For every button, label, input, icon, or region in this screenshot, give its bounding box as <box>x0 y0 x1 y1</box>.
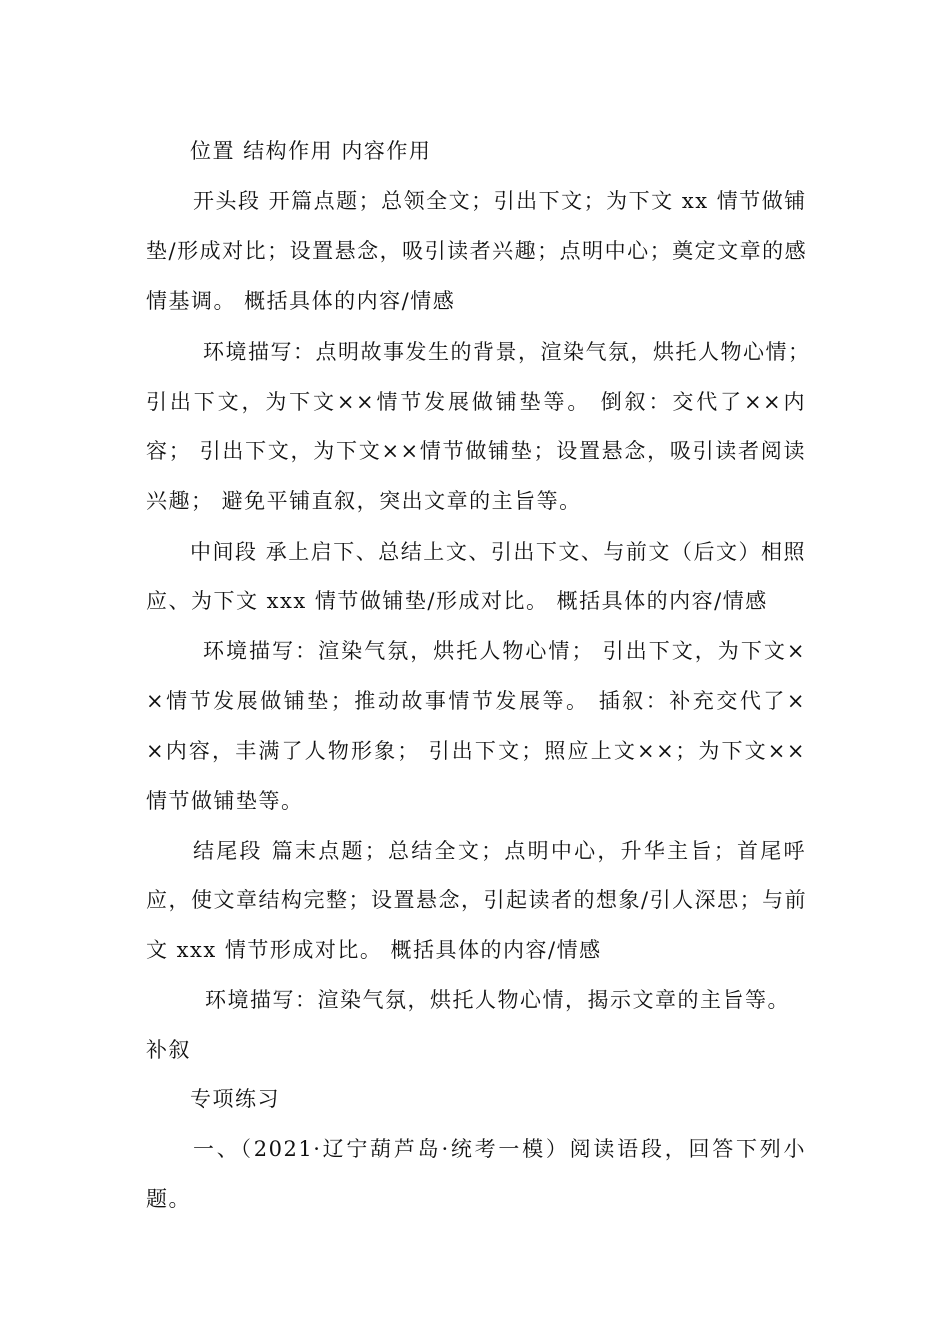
opening-paragraph-line: 垫/形成对比；设置悬念，吸引读者兴趣；点明中心；奠定文章的感 <box>146 239 808 263</box>
middle-environment-line: 环境描写：渲染气氛，烘托人物心情； 引出下文，为下文× <box>203 639 806 663</box>
middle-environment-line: ×内容，丰满了人物形象； 引出下文；照应上文××；为下文×× <box>146 739 806 763</box>
environment-paragraph-line: 引出下文，为下文××情节发展做铺垫等。 倒叙：交代了××内 <box>146 390 806 414</box>
middle-paragraph-line: 中间段 承上启下、总结上文、引出下文、与前文（后文）相照 <box>190 540 806 564</box>
ending-paragraph-line: 文 xxx 情节形成对比。 概括具体的内容/情感 <box>146 938 602 962</box>
exercise-question-line: 题。 <box>146 1187 191 1211</box>
ending-paragraph-line: 结尾段 篇末点题；总结全文；点明中心，升华主旨；首尾呼 <box>193 839 806 863</box>
exercise-question-line: 一、（2021·辽宁葫芦岛·统考一模）阅读语段，回答下列小 <box>193 1137 806 1161</box>
middle-paragraph-line: 应、为下文 xxx 情节做铺垫/形成对比。 概括具体的内容/情感 <box>146 589 768 613</box>
environment-paragraph-line: 环境描写：点明故事发生的背景，渲染气氛，烘托人物心情； <box>203 340 811 364</box>
opening-paragraph-line: 情基调。 概括具体的内容/情感 <box>146 289 456 313</box>
environment-paragraph-line: 兴趣； 避免平铺直叙，突出文章的主旨等。 <box>146 489 582 513</box>
section-heading: 专项练习 <box>190 1087 280 1111</box>
ending-paragraph-line: 应，使文章结构完整；设置悬念，引起读者的想象/引人深思；与前 <box>146 888 808 912</box>
table-header-line: 位置 结构作用 内容作用 <box>190 139 432 163</box>
ending-environment-line: 环境描写：渲染气氛，烘托人物心情，揭示文章的主旨等。 <box>205 988 790 1012</box>
opening-paragraph-line: 开头段 开篇点题；总领全文；引出下文；为下文 xx 情节做铺 <box>193 189 807 213</box>
environment-paragraph-line: 容； 引出下文，为下文××情节做铺垫；设置悬念，吸引读者阅读 <box>146 439 806 463</box>
middle-environment-line: ×情节发展做铺垫；推动故事情节发展等。 插叙：补充交代了× <box>146 689 806 713</box>
ending-environment-line: 补叙 <box>146 1038 191 1062</box>
middle-environment-line: 情节做铺垫等。 <box>146 789 304 813</box>
